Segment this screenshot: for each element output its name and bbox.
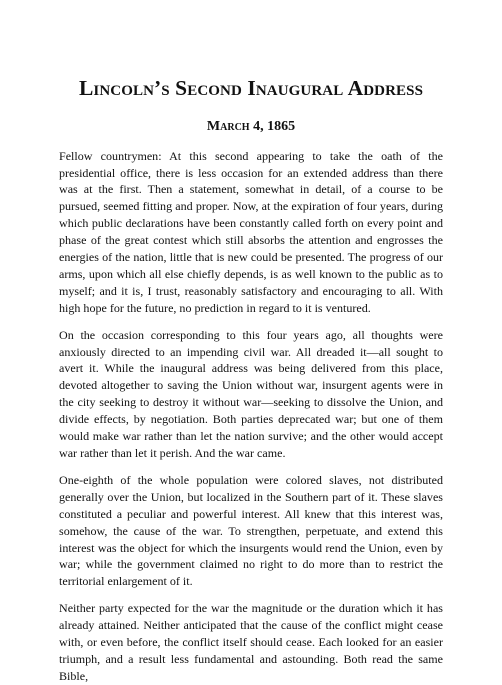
paragraph-1: Fellow countrymen: At this second appearing to take the oath of the presidential office, there is less occasion for an extended address than there was at the first. Then a statement, somewhat in detail, of a course to be pursued, seemed fitting and proper. Now, at the expiration of four years, during which public declarations have been constantly called forth on every point and phase of the great contest which still absorbs the attention and engrosses the energies of the nation, little that is new could be presented. The progress of our arms, upon which all else chiefly depends, is as well known to the public as to myself; and it is, I trust, reasonably satisfactory and encouraging to all. With high hope for the future, no prediction in regard to it is ventured. — [59, 148, 443, 315]
document-date: March 4, 1865 — [206, 118, 296, 134]
document-body — [59, 148, 443, 685]
paragraph-4: Neither party expected for the war the magnitude or the duration which it has already attained. Neither anticipated that the cause of the conflict might cease with, or even before, the conflict itself should cease. Each looked for an easier triumph, and a result less fundamental and astounding. Both read the same Bible, — [59, 601, 443, 683]
document-title: Lincoln’s Second Inaugural Address — [78, 76, 424, 100]
paragraph-2: On the occasion corresponding to this four years ago, all thoughts were anxiously directed to an impending civil war. All dreaded it—all sought to avert it. While the inaugural address was being delivered from this place, devoted altogether to saving the Union without war, insurgent agents were in the city seeking to destroy it without war—seeking to dissolve the Union, and divide effects, by negotiation. Both parties deprecated war; but one of them would make war rather than let the nation survive; and the other would accept war rather than let it perish. And the war came. — [59, 327, 443, 460]
paragraph-3: One-eighth of the whole population were colored slaves, not distributed generally over the Union, but localized in the Southern part of it. These slaves constituted a peculiar and powerful interest. All knew that this interest was, somehow, the cause of the war. To strengthen, perpetuate, and extend this interest was the object for which the insurgents would rend the Union, even by war; while the government claimed no right to do more than to restrict the territorial enlargement of it. — [59, 472, 443, 589]
